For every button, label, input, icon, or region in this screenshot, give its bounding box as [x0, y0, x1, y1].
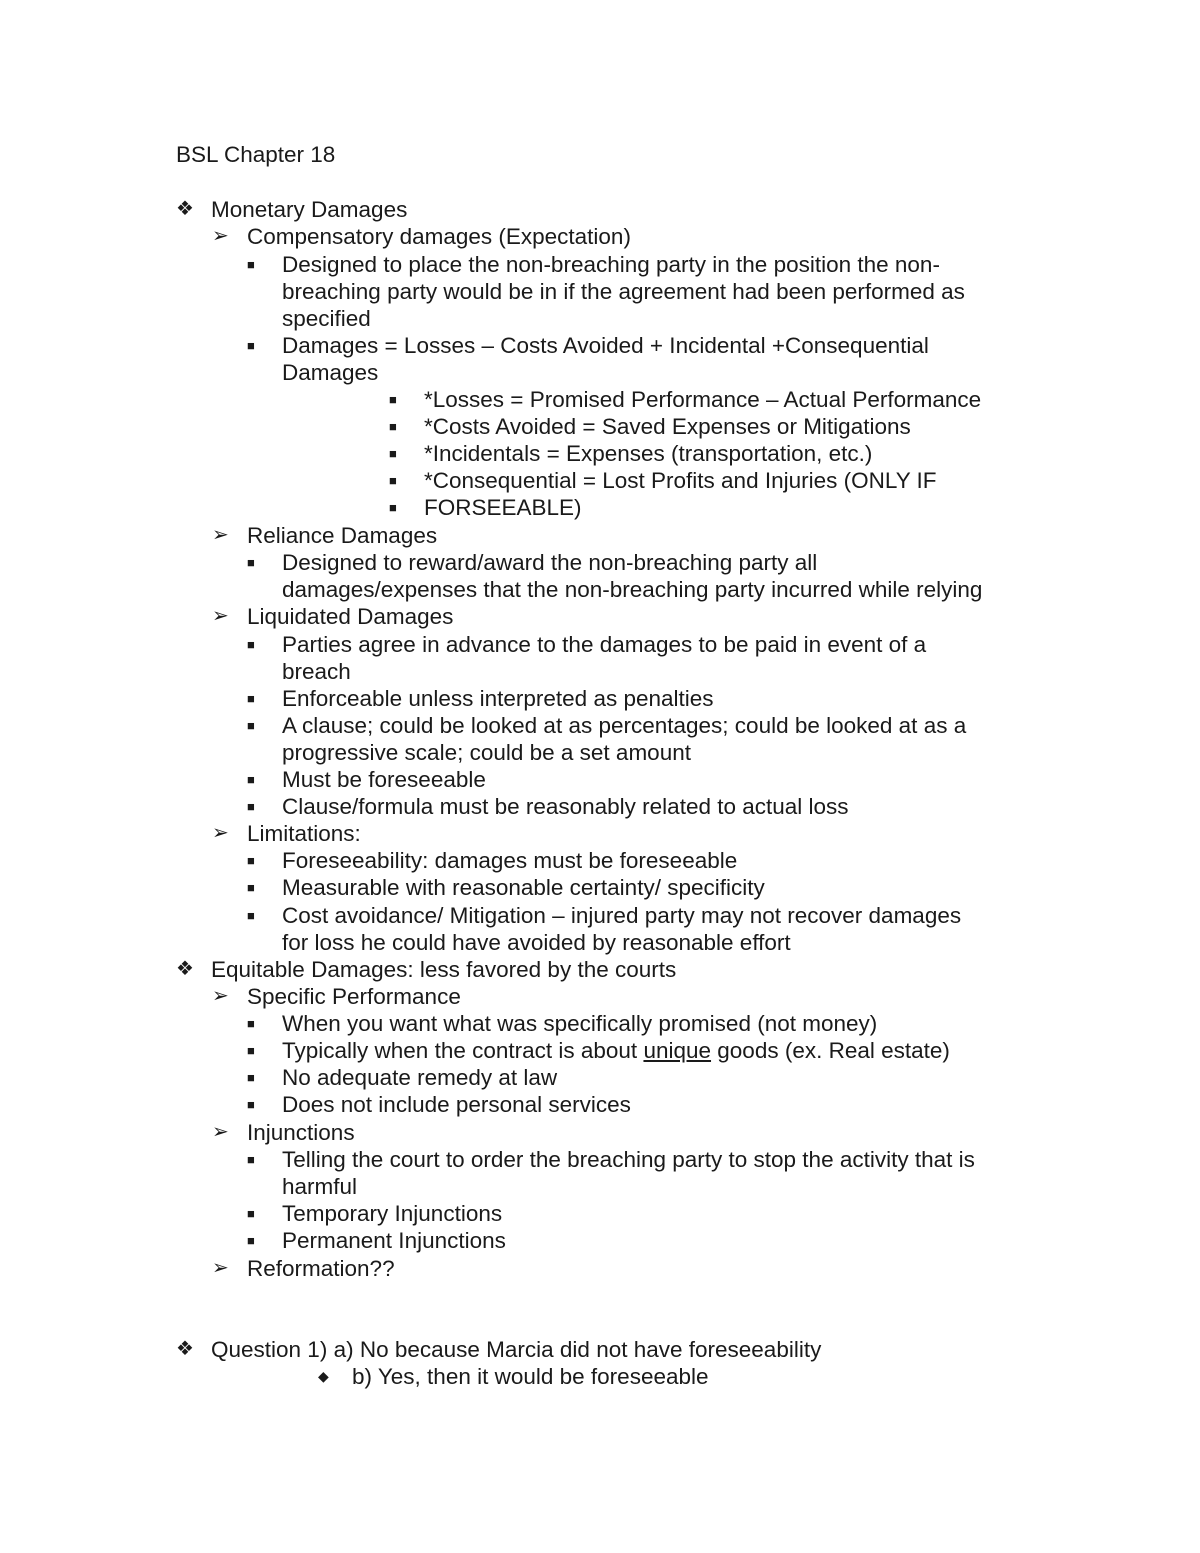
list-item: specified	[282, 306, 371, 331]
list-item: When you want what was specifically promised (not money)	[282, 1011, 878, 1036]
list-item: No adequate remedy at law	[282, 1065, 558, 1090]
list-item-text: goods (ex. Real estate)	[711, 1038, 950, 1063]
square-bullet-icon: ■	[247, 257, 255, 272]
list-item: Liquidated Damages	[247, 604, 454, 629]
square-bullet-icon: ■	[247, 338, 255, 353]
square-bullet-icon: ■	[247, 1206, 255, 1221]
square-bullet-icon: ■	[247, 1097, 255, 1112]
arrow-bullet-icon: ➢	[212, 985, 229, 1007]
list-item: FORSEEABLE)	[424, 495, 582, 520]
list-item: Designed to place the non-breaching party in the position the non-	[282, 252, 940, 277]
square-bullet-icon: ■	[247, 853, 255, 868]
list-item: harmful	[282, 1174, 358, 1199]
arrow-bullet-icon: ➢	[212, 1121, 229, 1143]
diamond-bullet-icon: ❖	[176, 198, 194, 220]
list-item: damages/expenses that the non-breaching party incurred while relying	[282, 577, 983, 602]
list-item: breach	[282, 659, 351, 684]
square-bullet-icon: ■	[247, 1233, 255, 1248]
list-item: *Losses = Promised Performance – Actual Performance	[424, 387, 982, 412]
square-bullet-icon: ■	[389, 446, 397, 461]
square-bullet-icon: ■	[247, 880, 255, 895]
list-item: Telling the court to order the breaching party to stop the activity that is	[282, 1147, 975, 1172]
list-item: breaching party would be in if the agreement had been performed as	[282, 279, 965, 304]
list-item: Temporary Injunctions	[282, 1201, 503, 1226]
list-item: Does not include personal services	[282, 1092, 631, 1117]
list-item: b) Yes, then it would be foreseeable	[352, 1364, 709, 1389]
square-bullet-icon: ■	[247, 718, 255, 733]
list-item: Designed to reward/award the non-breaching party all	[282, 550, 818, 575]
arrow-bullet-icon: ➢	[212, 225, 229, 247]
list-item-text: Typically when the contract is about	[282, 1038, 644, 1063]
diamond-bullet-icon: ❖	[176, 1338, 194, 1360]
list-item: Limitations:	[247, 821, 361, 846]
square-bullet-icon: ■	[247, 772, 255, 787]
square-bullet-icon: ■	[247, 908, 255, 923]
list-item: Reliance Damages	[247, 523, 438, 548]
list-item: Parties agree in advance to the damages to be paid in event of a	[282, 632, 927, 657]
square-bullet-icon: ■	[389, 392, 397, 407]
list-item: Compensatory damages (Expectation)	[247, 224, 631, 249]
square-bullet-icon: ■	[389, 419, 397, 434]
list-item: A clause; could be looked at as percentages; could be looked at as a	[282, 713, 967, 738]
arrow-bullet-icon: ➢	[212, 822, 229, 844]
list-item: Monetary Damages	[211, 197, 408, 222]
list-item: Permanent Injunctions	[282, 1228, 506, 1253]
list-item: Reformation??	[247, 1256, 395, 1281]
list-item: *Consequential = Lost Profits and Injuries (ONLY IF	[424, 468, 937, 493]
list-item: Equitable Damages: less favored by the courts	[211, 957, 677, 982]
list-item: *Costs Avoided = Saved Expenses or Mitigations	[424, 414, 911, 439]
list-item: Injunctions	[247, 1120, 355, 1145]
arrow-bullet-icon: ➢	[212, 605, 229, 627]
arrow-bullet-icon: ➢	[212, 524, 229, 546]
square-bullet-icon: ■	[247, 691, 255, 706]
square-bullet-icon: ■	[247, 799, 255, 814]
list-item: Enforceable unless interpreted as penalties	[282, 686, 714, 711]
list-item: *Incidentals = Expenses (transportation, etc.)	[424, 441, 873, 466]
list-item	[282, 1037, 950, 1064]
list-item: Cost avoidance/ Mitigation – injured party may not recover damages	[282, 903, 962, 928]
square-bullet-icon: ■	[247, 1070, 255, 1085]
list-item: Clause/formula must be reasonably related to actual loss	[282, 794, 849, 819]
diamond-bullet-icon: ❖	[176, 958, 194, 980]
list-item: Specific Performance	[247, 984, 461, 1009]
square-bullet-icon: ■	[389, 500, 397, 515]
list-item: Must be foreseeable	[282, 767, 486, 792]
solid-diamond-bullet-icon: ◆	[318, 1368, 329, 1384]
list-item: Measurable with reasonable certainty/ specificity	[282, 875, 765, 900]
list-item: Damages = Losses – Costs Avoided + Incidental +Consequential	[282, 333, 929, 358]
list-item: for loss he could have avoided by reasonable effort	[282, 930, 791, 955]
square-bullet-icon: ■	[389, 473, 397, 488]
square-bullet-icon: ■	[247, 1016, 255, 1031]
square-bullet-icon: ■	[247, 555, 255, 570]
square-bullet-icon: ■	[247, 1152, 255, 1167]
arrow-bullet-icon: ➢	[212, 1257, 229, 1279]
square-bullet-icon: ■	[247, 1043, 255, 1058]
page-title: BSL Chapter 18	[176, 142, 336, 167]
list-item: Foreseeability: damages must be foreseeable	[282, 848, 738, 873]
list-item: progressive scale; could be a set amount	[282, 740, 691, 765]
list-item: Question 1) a) No because Marcia did not have foreseeability	[211, 1337, 822, 1362]
square-bullet-icon: ■	[247, 637, 255, 652]
underlined-word: unique	[643, 1038, 712, 1063]
list-item: Damages	[282, 360, 379, 385]
